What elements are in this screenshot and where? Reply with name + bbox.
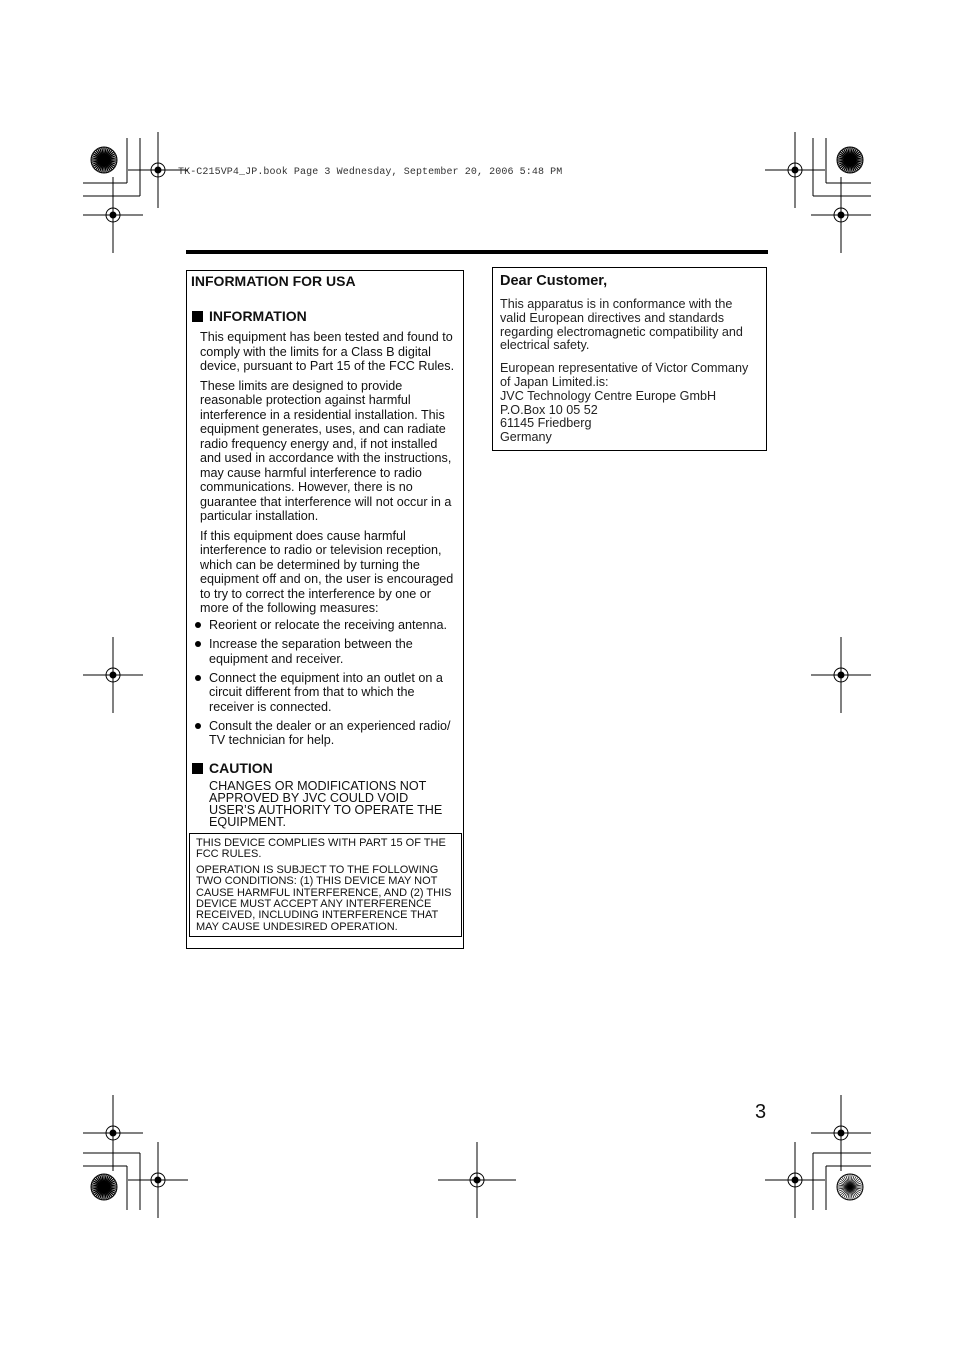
text-line: which can be determined by turning the (200, 557, 420, 572)
bullet-icon (195, 622, 201, 628)
text-line: If this equipment does cause harmful (200, 528, 406, 543)
text-line: Connect the equipment into an outlet on a (209, 670, 443, 685)
dear-customer-body (500, 298, 762, 445)
list-item (195, 671, 462, 715)
info-usa-title: INFORMATION FOR USA (191, 273, 356, 289)
text-line: equipment generates, uses, and can radiate (200, 422, 446, 436)
text-line: circuit different from that to which the (209, 685, 415, 699)
information-paragraph-1 (200, 330, 462, 374)
dear-customer-title: Dear Customer, (500, 273, 608, 289)
text-line: may cause harmful interference to radio (200, 465, 422, 480)
text-line: USER’S AUTHORITY TO OPERATE THE (209, 803, 443, 817)
text-line: reasonable protection against harmful (200, 393, 411, 407)
fcc-paragraph-2 (196, 865, 460, 933)
text-line: interference in a residential installation. This (200, 407, 445, 422)
text-line: equipment off and on, the user is encouraged (200, 572, 454, 586)
text-line: guarantee that interference will not occur in a (200, 494, 452, 509)
text-line: regarding electromagnetic compatibility and (500, 324, 743, 339)
information-paragraph-3 (200, 529, 462, 616)
text-line: TV technician for help. (209, 733, 335, 747)
list-item (195, 618, 462, 633)
text-line: MAY CAUSE UNDESIRED OPERATION. (196, 920, 398, 933)
page-number: 3 (755, 1101, 767, 1123)
text-line: EQUIPMENT. (209, 815, 286, 829)
text-line: 61145 Friedberg (500, 416, 592, 431)
measures-list (195, 618, 462, 748)
information-paragraph-2 (200, 379, 462, 524)
fcc-compliance-text (196, 838, 460, 933)
text-line: device, pursuant to Part 15 of the FCC Rules. (200, 359, 455, 373)
text-line: to try to correct the interference by one or (200, 586, 431, 601)
text-line: Reorient or relocate the receiving antenna. (209, 618, 448, 632)
representative-paragraph (500, 362, 762, 445)
text-line: European representative of Victor Commany (500, 361, 749, 376)
top-rule (186, 250, 768, 254)
text-line: communications. However, there is no (200, 480, 413, 494)
text-line: Germany (500, 430, 552, 445)
list-item (195, 637, 462, 666)
text-line: TWO CONDITIONS: (1) THIS DEVICE MAY NOT (196, 875, 438, 888)
text-line: more of the following measures: (200, 601, 379, 615)
text-line: OPERATION IS SUBJECT TO THE FOLLOWING (196, 863, 439, 876)
bullet-icon (195, 641, 201, 647)
text-line: P.O.Box 10 05 52 (500, 402, 598, 417)
text-line: FCC RULES. (196, 848, 262, 861)
square-bullet-icon (192, 763, 203, 774)
text-line: This equipment has been tested and found to (200, 330, 453, 344)
text-line: comply with the limits for a Class B digital (200, 344, 431, 359)
text-line: CHANGES OR MODIFICATIONS NOT (209, 779, 427, 793)
conformance-paragraph (500, 298, 762, 353)
information-body (200, 330, 462, 616)
text-line: RECEIVED, INCLUDING INTERFERENCE THAT (196, 909, 439, 922)
information-heading: INFORMATION (192, 308, 307, 324)
text-line: of Japan Limited.is: (500, 374, 609, 389)
text-line: particular installation. (200, 509, 319, 523)
text-line: electrical safety. (500, 338, 590, 353)
text-line: valid European directives and standards (500, 310, 725, 325)
fcc-paragraph-1 (196, 838, 460, 861)
text-line: THIS DEVICE COMPLIES WITH PART 15 OF THE (196, 837, 446, 849)
text-line: interference to radio or television reception, (200, 543, 442, 557)
square-bullet-icon (192, 311, 203, 322)
text-line: Consult the dealer or an experienced radio/ (209, 718, 451, 733)
file-header: TK-C215VP4_JP.book Page 3 Wednesday, September 20, 2006 5:48 PM (178, 167, 563, 178)
text-line: These limits are designed to provide (200, 378, 403, 393)
text-line: Increase the separation between the (209, 637, 413, 651)
text-line: equipment and receiver. (209, 651, 344, 666)
caution-text (209, 780, 462, 828)
text-line: radio frequency energy and, if not installed (200, 436, 438, 451)
text-line: APPROVED BY JVC COULD VOID (209, 791, 409, 805)
text-line: and used in accordance with the instructions, (200, 451, 452, 465)
text-line: JVC Technology Centre Europe GmbH (500, 388, 717, 403)
text-line: CAUSE HARMFUL INTERFERENCE, AND (2) THIS (196, 886, 452, 899)
bullet-icon (195, 675, 201, 681)
text-line: This apparatus is in conformance with the (500, 297, 733, 311)
caution-heading: CAUTION (192, 760, 273, 776)
list-item (195, 719, 462, 748)
text-line: DEVICE MUST ACCEPT ANY INTERFERENCE (196, 898, 432, 911)
bullet-icon (195, 723, 201, 729)
text-line: receiver is connected. (209, 699, 332, 714)
